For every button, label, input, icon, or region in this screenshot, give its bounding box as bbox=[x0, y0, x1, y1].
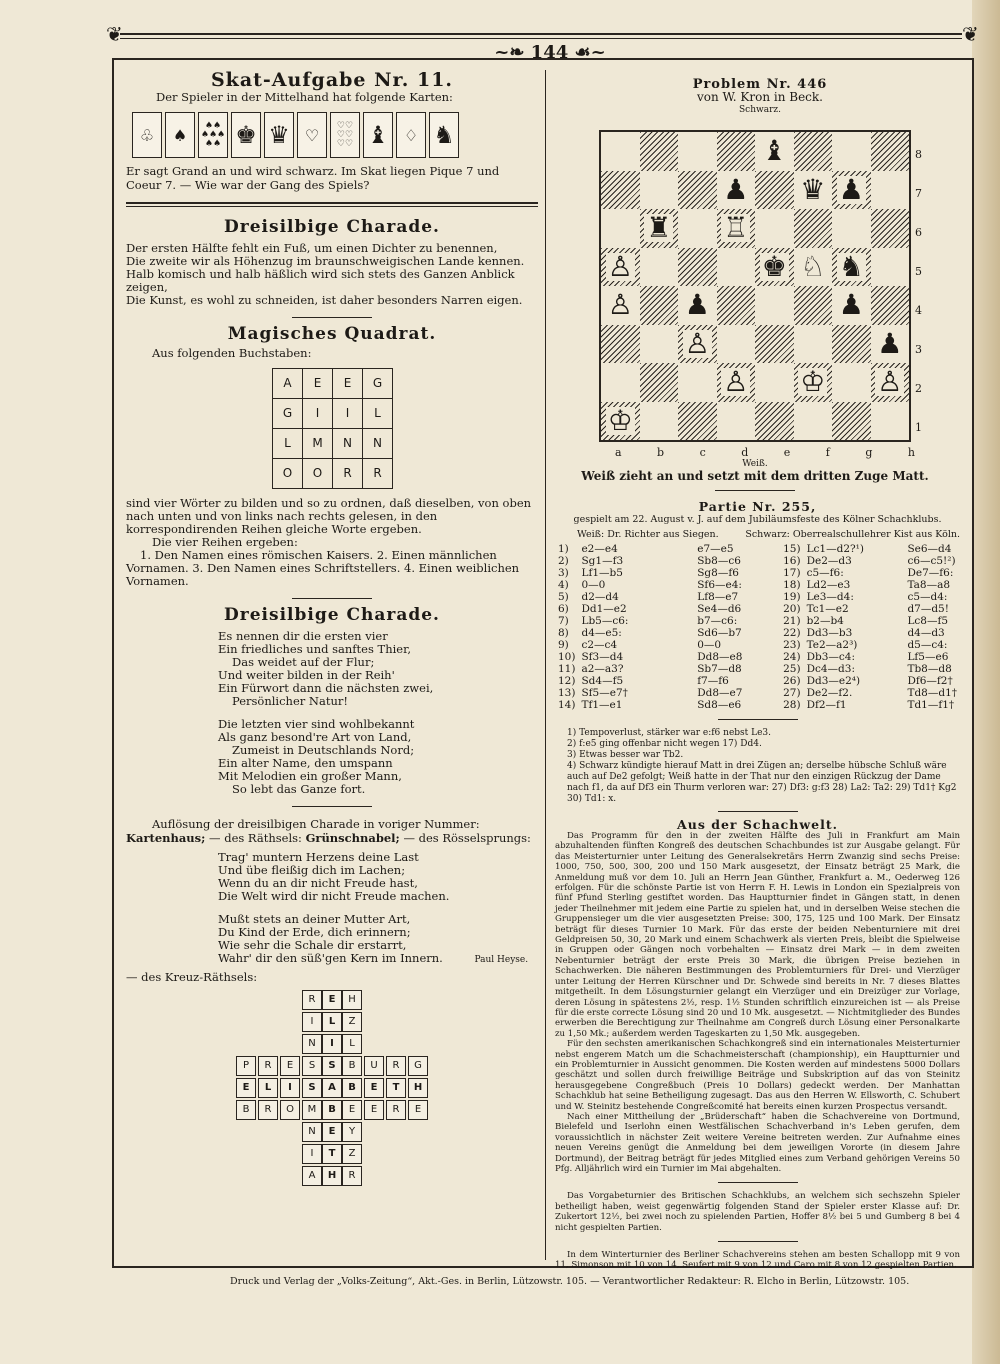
black-pawn-icon: ♟ bbox=[838, 288, 864, 322]
white-player: Weiß: Dr. Richter aus Siegen. bbox=[577, 529, 719, 540]
divider bbox=[292, 317, 372, 318]
square-h1 bbox=[871, 402, 910, 441]
white-pawn-icon: ♙ bbox=[684, 326, 710, 360]
card-king-icon: ♚ bbox=[231, 112, 261, 158]
square-a1 bbox=[601, 402, 640, 441]
square-c7 bbox=[678, 171, 717, 210]
game-title: Partie Nr. 255, bbox=[698, 499, 817, 514]
black-king-icon: ♚ bbox=[761, 249, 787, 283]
card-clubs-ace-icon: ♧ bbox=[132, 112, 162, 158]
square-g1 bbox=[832, 402, 871, 441]
square-a7 bbox=[601, 171, 640, 210]
square-b1 bbox=[640, 402, 679, 441]
black-queen-icon: ♛ bbox=[800, 172, 826, 206]
square-e2 bbox=[755, 363, 794, 402]
square-b6 bbox=[640, 209, 679, 248]
black-player: Schwarz: Oberrealschullehrer Kist aus Köln. bbox=[745, 529, 960, 540]
charade1-text: Der ersten Hälfte fehlt ein Fuß, um einen Dichter zu benennen, Die zweite wir als Höhenzug im braunschweigischen Lande kennen. Halb komisch und halb häßlich wird sich stets des Ganzen Anblick zeigen, Die Kunst, es wohl zu schneiden, ist daher besonders Narren eigen. bbox=[126, 241, 525, 307]
square-f3 bbox=[794, 325, 833, 364]
square-h6 bbox=[871, 209, 910, 248]
game-notes: 1) Tempoverlust, stärker war e:f6 nebst Le3. 2) f:e5 ging offenbar nicht wegen 17) Dd4. 3) Etwas besser war Tb2. 4) Schwarz kündigte hierauf Matt in drei Zügen an; derselbe hübsche Schluß wäre auch auf De2 gefolgt; Weiß hatte in der That nur den einzigen Rückzug der Dame nach f1, da auf Df3 ein Thurm verloren war: 27) Df3: g:f3 28) La2: Ta2: 29) Td1† Kg2 30) Td1: x. bbox=[567, 728, 957, 804]
square-e5 bbox=[755, 248, 794, 287]
chess-board bbox=[599, 130, 911, 442]
skat-title: Skat-Aufgabe Nr. 11. bbox=[210, 69, 454, 91]
square-e1 bbox=[755, 402, 794, 441]
charade2-stanza-2: Die letzten vier sind wohlbekannt Als ganz besond're Art von Land, Zumeist in Deutschlands Nord; Ein alter Name, den umspann Mit Melodien ein großer Mann, So lebt das Ganze fort. bbox=[218, 717, 415, 796]
square-f2 bbox=[794, 363, 833, 402]
white-pawn-icon: ♙ bbox=[723, 365, 749, 399]
square-d3 bbox=[717, 325, 756, 364]
cross-intro: — des Kreuz-Räthsels: bbox=[126, 970, 258, 984]
skat-cards bbox=[132, 112, 538, 158]
square-e4 bbox=[755, 286, 794, 325]
square-f1 bbox=[794, 402, 833, 441]
magic-intro: Aus folgenden Buchstaben: bbox=[152, 346, 312, 360]
divider bbox=[718, 1241, 798, 1242]
square-a6 bbox=[601, 209, 640, 248]
square-f8 bbox=[794, 132, 833, 171]
square-e3 bbox=[755, 325, 794, 364]
card-spades-seven-icon: ♠♠ ♠♠♠ ♠♠ bbox=[198, 112, 228, 158]
news-p1: Das Programm für den in der zweiten Hälfte des Juli in Frankfurt am Main abzuhaltenden fünften Kongreß des deutschen Schachbundes ist zur Ausgabe gelangt. Für das Meisterturnier unter Leitung des Generalsekretärs Herrn Zwanzig sind sechs Preise: 1000, 750, 500, 300, 200 und 150 Mark ausgesetzt, der Einsatz beträgt 25 Mark, die Anmeldung muß vor dem 10. Juli an Herrn Jean Günther, Frankfurt a. M., Oederweg 126 erfolgen. Für die schönste Partie ist von Herrn F. H. Lewis in London ein Spezialpreis von fünf Pfund Sterling gestiftet worden. Das Hauptturnier findet in Gängen statt, in denen jeder Theilnehmer mit jedem eine Partie zu spielen hat, und in derselben Weise stechen die Gruppensieger um die vier ausgesetzten Preise: 300, 175, 125 und 100 Mark. Der Einsatz beträgt für dieses Turnier 10 Mark. Für das erste der beiden Nebenturniere mit drei Geldpreisen 50, 30, 20 Mark und einem Schachwerk als vierten Preis, bleibt die Spielweise in Gruppen oder Gängen noch vorbehalten — Einsatz drei Mark — in dem zweiten Nebenturnier beträgt der erste Preis 30 Mark, die übrigen Preise beziehen in Schachwerken. Die näheren Bestimmungen des Problemturniers für Drei- und Vierzüger unter Leitung der Herren Kürschner und Dr. Schwede sind bereits in Nr. 7 dieses Blattes mitgetheilt. In dem Lösungsturnier gelangt ein Vierzüger und ein Dreizüger zur Vorlage, deren Lösung in spätestens 2½, resp. 1½ Stunden schriftlich einzureichen ist — als Preise für die erste correcte Lösung sind 20 und 10 Mk. ausgesetzt. — Nichtmitglieder des Bundes erwerben die Berechtigung zur Theilnahme am Congreß durch Lösung einer Personalkarte zu 1,50 Mk.; außerdem werden Tageskarten zu 1,50 Mk. ausgegeben. bbox=[555, 831, 960, 1039]
charade2-title: Dreisilbige Charade. bbox=[224, 605, 440, 625]
magic-square: A E E G G I I L L M N N O O R R bbox=[272, 368, 393, 489]
square-g3 bbox=[832, 325, 871, 364]
right-column bbox=[555, 74, 965, 1271]
square-h8 bbox=[871, 132, 910, 171]
ornament-left-icon: ~❧ bbox=[494, 42, 531, 63]
square-d8 bbox=[717, 132, 756, 171]
square-c4 bbox=[678, 286, 717, 325]
square-h2 bbox=[871, 363, 910, 402]
rank-label: 4 bbox=[915, 304, 922, 317]
white-label: Weiß. bbox=[742, 459, 768, 469]
game-sub: gespielt am 22. August v. J. auf dem Jubiläumsfeste des Kölner Schachklubs. bbox=[573, 514, 942, 525]
news-p2: Für den sechsten amerikanischen Schachkongreß sind ein internationales Meisterturnier nebst engerem Match um die Schachmeisterschaft (championship), ein Hauptturnier und ein Problemturnier in Aussicht genommen. Die Kosten werden auf mindestens 5000 Dollars geschätzt und sollen durch freiwillige Beiträge und Subskription auf das von Steinitz herausgegebene Congreßbuch (Preis 10 Dollars) gedeckt werden. Der Manhattan Schachklub hat seine Betheiligung zugesagt. Das aus den Herren W. Ellsworth, C. Schubert und W. Steinitz bestehende Congreßcomité hat bereits einen kurzen Prospectus versandt. bbox=[555, 1039, 960, 1112]
solution-verse-1: Trag' muntern Herzens deine Last Und übe fleißig dich im Lachen; Wenn du an dir nicht Freude hast, Die Welt wird dir nicht Freude machen. bbox=[218, 850, 450, 903]
square-a3 bbox=[601, 325, 640, 364]
author: Paul Heyse. bbox=[474, 955, 529, 965]
black-pawn-icon: ♟ bbox=[684, 288, 710, 322]
square-b7 bbox=[640, 171, 679, 210]
square-g2 bbox=[832, 363, 871, 402]
black-pawn-icon: ♟ bbox=[877, 326, 903, 360]
square-b2 bbox=[640, 363, 679, 402]
news-p4: Das Vorgabeturnier des Britischen Schachklubs, an welchem sich sechszehn Spieler betheiligt haben, weist gegenwärtig folgenden Stand der Spieler erster Klasse auf: Dr. Zukertort 12½, bei zwei noch zu spielenden Partien, Hoffer 8½ bei 5 und Gumberg 8 bei 4 nicht gespielten Partien. bbox=[555, 1191, 960, 1233]
page-number: ~❧ 144 ☙~ bbox=[490, 42, 610, 63]
square-a8 bbox=[601, 132, 640, 171]
square-a4 bbox=[601, 286, 640, 325]
section-rule bbox=[126, 202, 538, 207]
news-p5: In dem Winterturnier des Berliner Schachvereins stehen am besten Schallopp mit 9 von 11, Simonson mit 10 von 14, Seufert mit 9 von 12 und Caro mit 8 von 12 gespielten Partien. bbox=[555, 1250, 960, 1271]
file-labels: a b c d e f g h bbox=[615, 446, 915, 459]
square-a5 bbox=[601, 248, 640, 287]
rank-label: 3 bbox=[915, 343, 922, 356]
square-e6 bbox=[755, 209, 794, 248]
charade2-stanza-1: Es nennen dir die ersten vier Ein friedliches und sanftes Thier, Das weidet auf der Flur; Und weiter bilden in der Reih' Ein Fürwort dann die nächsten zwei, Persönlicher Natur! bbox=[218, 629, 434, 708]
square-f6 bbox=[794, 209, 833, 248]
square-c8 bbox=[678, 132, 717, 171]
black-bishop-icon: ♝ bbox=[761, 134, 787, 168]
rank-label: 1 bbox=[915, 421, 922, 434]
header-rule bbox=[120, 33, 962, 39]
black-rook-icon: ♜ bbox=[646, 211, 672, 245]
corner-ornament-right: ❦ bbox=[962, 22, 979, 46]
square-h4 bbox=[871, 286, 910, 325]
square-f5 bbox=[794, 248, 833, 287]
square-c5 bbox=[678, 248, 717, 287]
card-knave-icon: ♞ bbox=[429, 112, 459, 158]
card-spades-icon: ♠ bbox=[165, 112, 195, 158]
white-pawn-icon: ♙ bbox=[607, 288, 633, 322]
square-g5 bbox=[832, 248, 871, 287]
square-d5 bbox=[717, 248, 756, 287]
white-king-icon: ♔ bbox=[800, 365, 826, 399]
charade1-title: Dreisilbige Charade. bbox=[224, 217, 440, 237]
square-e7 bbox=[755, 171, 794, 210]
ornament-right-icon: ☙~ bbox=[568, 42, 606, 63]
square-g4 bbox=[832, 286, 871, 325]
square-b5 bbox=[640, 248, 679, 287]
magic-sub: Die vier Reihen ergeben: bbox=[152, 535, 298, 549]
magic-title: Magisches Quadrat. bbox=[227, 324, 437, 344]
square-d7 bbox=[717, 171, 756, 210]
divider bbox=[292, 598, 372, 599]
white-pawn-icon: ♙ bbox=[607, 249, 633, 283]
divider bbox=[718, 1182, 798, 1183]
problem-title: Problem Nr. 446 bbox=[692, 77, 828, 92]
square-b8 bbox=[640, 132, 679, 171]
square-h7 bbox=[871, 171, 910, 210]
square-c3 bbox=[678, 325, 717, 364]
rank-label: 5 bbox=[915, 265, 922, 278]
game-section bbox=[555, 500, 960, 1271]
card-hearts-icon: ♡ bbox=[297, 112, 327, 158]
problem-byline: von W. Kron in Beck. bbox=[697, 90, 823, 104]
magic-text: sind vier Wörter zu bilden und so zu ordnen, daß dieselben, von oben nach unten und von links nach rechts gelesen, in den korrespondirenden Reihen gleiche Worte ergeben. bbox=[126, 496, 532, 536]
square-g7 bbox=[832, 171, 871, 210]
square-f7 bbox=[794, 171, 833, 210]
news-title: Aus der Schachwelt. bbox=[677, 817, 838, 832]
square-e8 bbox=[755, 132, 794, 171]
square-h3 bbox=[871, 325, 910, 364]
rank-label: 2 bbox=[915, 382, 922, 395]
news-p3: Nach einer Mittheilung der „Brüderschaft“ haben die Schachvereine von Dortmund, Bielefeld und Iserlohn einen Westfälischen Schachverband in's Leben gerufen, dem voraussichtlich in nächster Zeit weitere Vereine beitreten werden. Zur Aufnahme eines neuen Vereins genügt die Anmeldung bei dem jeweiligen Vororte (in diesem Jahre Dortmund), der Beitrag beträgt für jedes Mitglied eines zum Verband gehörigen Vereins 50 Pfg. Alljährlich wird ein Turnier im Mai abgehalten. bbox=[555, 1111, 960, 1174]
moves-table: 1) e2—e4 e7—e5 15) Lc1—d2?¹) Se6—d4 2) Sg1—f3 Sb8—c6 16) De2—d3 c6—c5!²) 3) Lf1—b5 Sg8—f6 17) c5—f6: De7—f6: 4) 0—0 Sf6—e4: 18) Ld2—e3 Ta8—a8 5) d2—d4 Lf8—e7 19) Le3—d4: c5—d4: 6) Dd1—e2 Se4—d6 20) Tc1—e2 d7—d5! 7) Lb5—c6: b7—c6: 21) b2—b4 Lc8—f5 8) d4—e5: Sd6—b7 22) Dd3—b3 d4—d3 9) c2—c4 0—0 23) Te2—a2³) d5—c4: 10) Sf3—d4 Dd8—e8 24) Db3—c4: Lf5—e6 11) a2—a3? Sb7—d8 25) Dc4—d3: Tb8—d8 12) Sd4—f5 f7—f6 26) Dd3—e2⁴) Df6—f2† 13) Sf5—e7† Dd8—e7 27) De2—f2. Td8—d1† 14) Tf1—e1 Sd8—e6 28) Df2—f1 Td1—f1† bbox=[558, 543, 957, 711]
black-knight-icon: ♞ bbox=[838, 249, 864, 283]
square-f4 bbox=[794, 286, 833, 325]
white-king-icon: ♔ bbox=[607, 403, 633, 437]
white-pawn-icon: ♙ bbox=[877, 365, 903, 399]
square-b3 bbox=[640, 325, 679, 364]
square-g6 bbox=[832, 209, 871, 248]
square-c6 bbox=[678, 209, 717, 248]
black-pawn-icon: ♟ bbox=[838, 172, 864, 206]
card-queen-icon: ♛ bbox=[264, 112, 294, 158]
black-pawn-icon: ♟ bbox=[723, 172, 749, 206]
square-d6 bbox=[717, 209, 756, 248]
solution-text: Auflösung der dreisilbigen Charade in voriger Nummer: Kartenhaus; — des Räthsels: Grünschnabel; — des Rösselsprungs: bbox=[126, 817, 531, 845]
skat-intro: Der Spieler in der Mittelhand hat folgende Karten: bbox=[156, 90, 453, 104]
skat-text: Er sagt Grand an und wird schwarz. Im Skat liegen Pique 7 und Coeur 7. — Wie war der Gang des Spiels? bbox=[126, 164, 500, 192]
card-hearts-eight-icon: ♡♡ ♡♡ ♡♡ bbox=[330, 112, 360, 158]
square-d4 bbox=[717, 286, 756, 325]
footer-imprint: Druck und Verlag der „Volks-Zeitung“, Akt.-Ges. in Berlin, Lützowstr. 105. — Verantwortlicher Redakteur: R. Elcho in Berlin, Lützowstr. 105. bbox=[230, 1276, 910, 1287]
rank-label: 8 bbox=[915, 148, 922, 161]
corner-ornament-left: ❦ bbox=[106, 22, 123, 46]
solution-verse-2: Mußt stets an deiner Mutter Art, Du Kind der Erde, dich erinnern; Wie sehr die Schale dir erstarrt, Wahr' dir den süß'gen Kern im Innern. Paul Heyse. bbox=[218, 912, 529, 965]
left-column bbox=[126, 69, 538, 1186]
magic-items: 1. Den Namen eines römischen Kaisers. 2. Einen männlichen Vornamen. 3. Den Namen eines Schriftstellers. 4. Einen weiblichen Vornamen. bbox=[126, 548, 520, 588]
square-h5 bbox=[871, 248, 910, 287]
white-knight-icon: ♘ bbox=[800, 249, 826, 283]
cross-puzzle: R E H I L Z N I L P R E S S B U R G E L I S A B E T H B R O M B E E R E N E Y I T Z A H R bbox=[236, 990, 432, 1186]
rank-label: 6 bbox=[915, 226, 922, 239]
square-d2 bbox=[717, 363, 756, 402]
card-jack-icon: ♝ bbox=[363, 112, 393, 158]
black-label: Schwarz. bbox=[739, 105, 781, 115]
divider bbox=[718, 811, 798, 812]
card-diamonds-icon: ♢ bbox=[396, 112, 426, 158]
column-divider bbox=[545, 70, 546, 1260]
square-a2 bbox=[601, 363, 640, 402]
rank-label: 7 bbox=[915, 187, 922, 200]
white-rook-icon: ♖ bbox=[723, 211, 749, 245]
square-g8 bbox=[832, 132, 871, 171]
square-c2 bbox=[678, 363, 717, 402]
page-edge bbox=[972, 0, 1000, 1364]
divider bbox=[718, 719, 798, 720]
divider bbox=[292, 806, 372, 807]
divider bbox=[715, 490, 795, 491]
square-b4 bbox=[640, 286, 679, 325]
square-c1 bbox=[678, 402, 717, 441]
problem-task: Weiß zieht an und setzt mit dem dritten Zuge Matt. bbox=[581, 469, 929, 483]
square-d1 bbox=[717, 402, 756, 441]
